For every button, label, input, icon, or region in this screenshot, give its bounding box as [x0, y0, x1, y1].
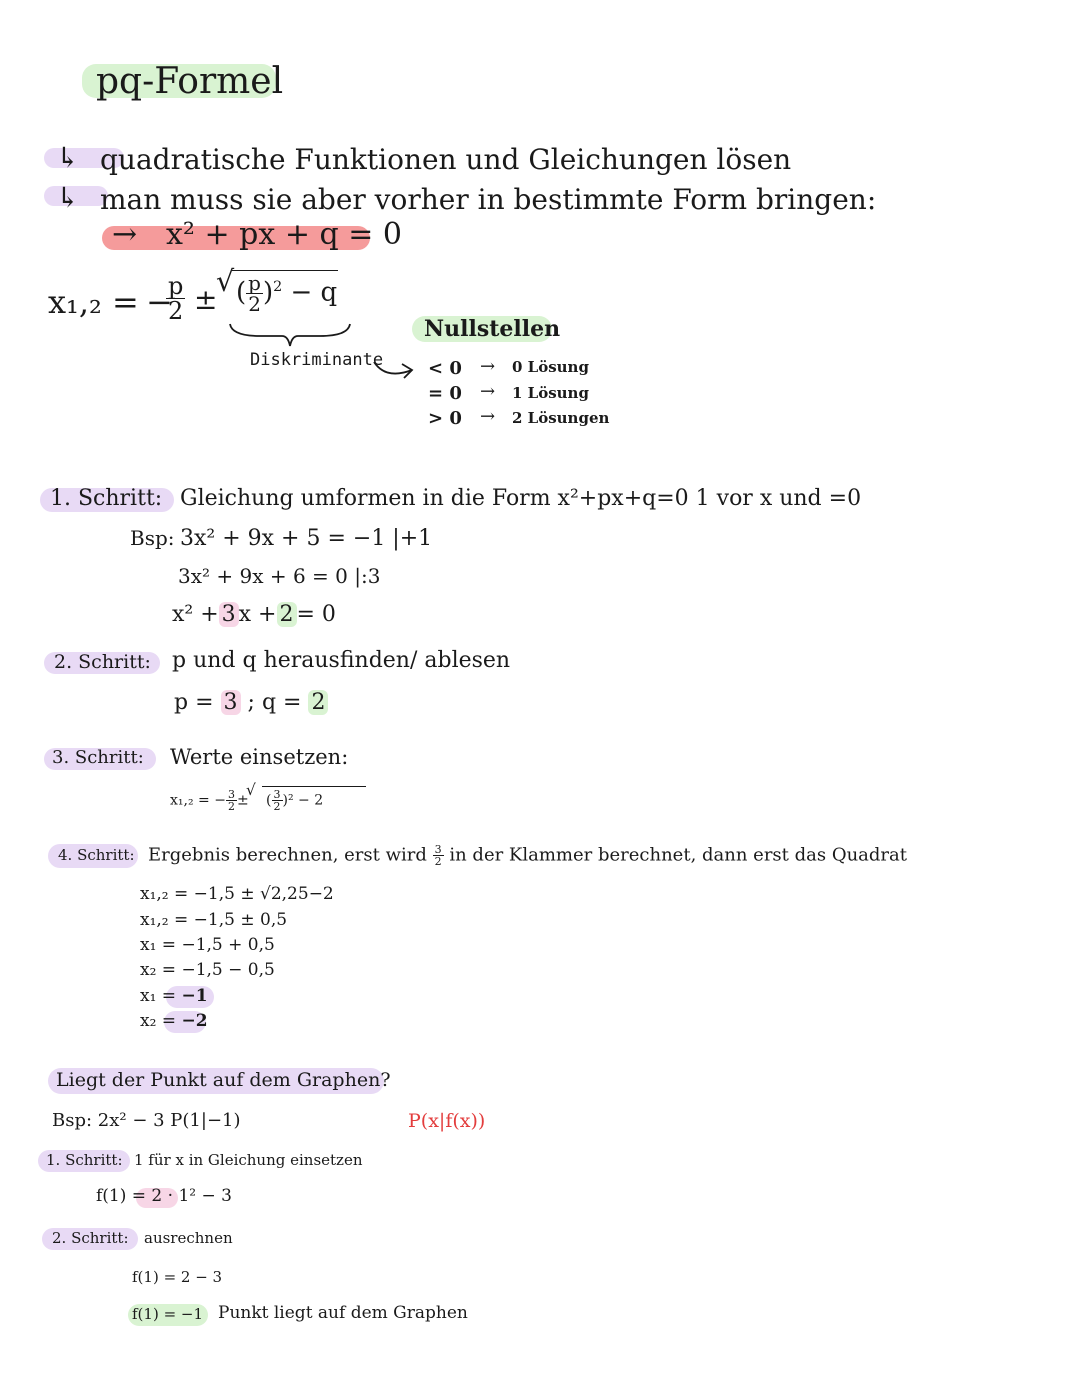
formula-inner-2: 2	[248, 292, 261, 316]
formula-minus-q: − q	[290, 277, 338, 308]
nullstellen-title: Nullstellen	[424, 316, 561, 342]
step4-text-a: Ergebnis berechnen, erst wird	[148, 844, 427, 866]
nullstellen-result: 1 Lösung	[512, 384, 589, 402]
step2-values	[174, 692, 328, 714]
step4-text-b: in der Klammer berechnet, dann erst das Quadrat	[449, 844, 908, 866]
step1-eq3-part: x² +	[172, 602, 219, 627]
step4-x2	[140, 1013, 208, 1030]
formula-pm: ±	[194, 283, 218, 316]
step2-separator: ;	[247, 690, 255, 715]
step2-q-label: q =	[261, 690, 302, 715]
discriminant-label: Diskriminante	[250, 350, 384, 370]
graph-step1-eq: f(1) = 2 · 1² − 3	[96, 1186, 232, 1206]
step3-den: 2	[227, 800, 235, 813]
step1-eq3-part: = 0	[296, 602, 336, 627]
graph-step2-eq1: f(1) = 2 − 3	[132, 1268, 223, 1286]
step3-lhs: x₁,₂ = −	[170, 792, 226, 809]
step3-pm: ±	[236, 792, 249, 809]
graph-step1-text: 1 für x in Gleichung einsetzen	[134, 1151, 363, 1169]
step4-label: 4. Schritt:	[58, 846, 135, 864]
step1-eq3-part: x +	[238, 602, 277, 627]
step3-formula: x₁,₂ = − $\frac{3}{2}$ ± √ ( $\frac{3}{2}$ )² − 2	[170, 786, 366, 812]
nullstellen-result: 0 Lösung	[512, 358, 589, 376]
step1-eq3-p: 3	[219, 602, 239, 627]
graph-bsp: Bsp: 2x² − 3 P(1|−1)	[52, 1110, 241, 1131]
graph-step2-eq2: f(1) = −1	[132, 1305, 204, 1323]
step3-label: 3. Schritt:	[52, 747, 144, 768]
arrow-icon: →	[480, 356, 496, 377]
step4-den: 2	[434, 855, 442, 868]
step4-line: x₁,₂ = −1,5 ± 0,5	[140, 910, 288, 930]
x2-value: −2	[181, 1011, 208, 1031]
step2-p-label: p =	[174, 690, 214, 715]
step1-text: Gleichung umformen in die Form x²+px+q=0 1 vor x und =0	[180, 486, 862, 511]
discriminant-arrow-icon	[372, 356, 418, 384]
formula-minus: −	[146, 283, 173, 321]
step1-eq1: 3x² + 9x + 5 = −1 |+1	[180, 526, 433, 551]
step4-line: x₂ = −1,5 − 0,5	[140, 960, 275, 980]
step4-line: x₁,₂ = −1,5 ± √2,25−2	[140, 884, 334, 904]
step2-text: p und q herausfinden/ ablesen	[172, 648, 511, 673]
step4-num: 3	[434, 843, 442, 856]
step2-q-value: 2	[308, 690, 328, 715]
arrow-icon: →	[480, 381, 496, 402]
nullstellen-result: 2 Lösungen	[512, 409, 610, 427]
graph-hint: P(x|f(x))	[408, 1110, 486, 1132]
step1-eq3-q: 2	[277, 602, 297, 627]
page-title: pq-Formel	[96, 61, 284, 102]
nullstellen-cond: = 0	[428, 383, 462, 404]
step4-text	[148, 844, 907, 867]
graph-step1-label: 1. Schritt:	[46, 1151, 123, 1169]
x2-label: x₂ =	[140, 1011, 177, 1031]
intro-line-1: quadratische Funktionen und Gleichungen lösen	[100, 143, 792, 176]
formula-two: 2	[168, 297, 184, 325]
graph-step2-label: 2. Schritt:	[52, 1229, 129, 1247]
nullstellen-cond: < 0	[428, 358, 462, 379]
arrow-icon: ↳	[56, 141, 80, 174]
step2-label: 2. Schritt:	[54, 651, 151, 673]
arrow-icon: →	[112, 217, 138, 252]
intro-line-2: man muss sie aber vorher in bestimmte Form bringen:	[100, 183, 877, 216]
formula-fraction	[166, 274, 185, 323]
step3-inner-num: 3	[273, 788, 281, 801]
step3-text: Werte einsetzen:	[170, 745, 349, 769]
step3-num: 3	[227, 788, 235, 801]
step4-line: x₁ = −1,5 + 0,5	[140, 935, 275, 955]
graph-step2-text: ausrechnen	[144, 1229, 233, 1247]
formula-lhs: x₁,₂ =	[48, 283, 139, 321]
graph-title: Liegt der Punkt auf dem Graphen?	[56, 1069, 391, 1091]
standard-form: x² + px + q = 0	[166, 217, 402, 252]
formula-power: 2	[273, 278, 283, 295]
formula-inner-p: p	[248, 271, 261, 295]
graph-result-text: Punkt liegt auf dem Graphen	[218, 1303, 468, 1323]
formula-p: p	[168, 272, 184, 300]
step3-inner-den: 2	[273, 800, 281, 813]
step1-bsp-label: Bsp:	[130, 526, 175, 550]
step1-label: 1. Schritt:	[50, 486, 163, 511]
step1-eq3	[172, 604, 336, 626]
arrow-icon: ↳	[56, 181, 80, 214]
step4-x1	[140, 988, 208, 1005]
arrow-icon: →	[480, 406, 496, 427]
step2-p-value: 3	[221, 690, 241, 715]
x1-label: x₁ =	[140, 986, 177, 1006]
step3-tail: ² − 2	[287, 792, 324, 809]
nullstellen-cond: > 0	[428, 408, 462, 429]
discriminant-brace	[226, 322, 354, 352]
step1-eq2: 3x² + 9x + 6 = 0 |:3	[178, 564, 381, 588]
formula-root: √ ( $\frac{p}{2}$ )$^2$ − q	[232, 270, 338, 314]
x1-value: −1	[181, 986, 208, 1006]
